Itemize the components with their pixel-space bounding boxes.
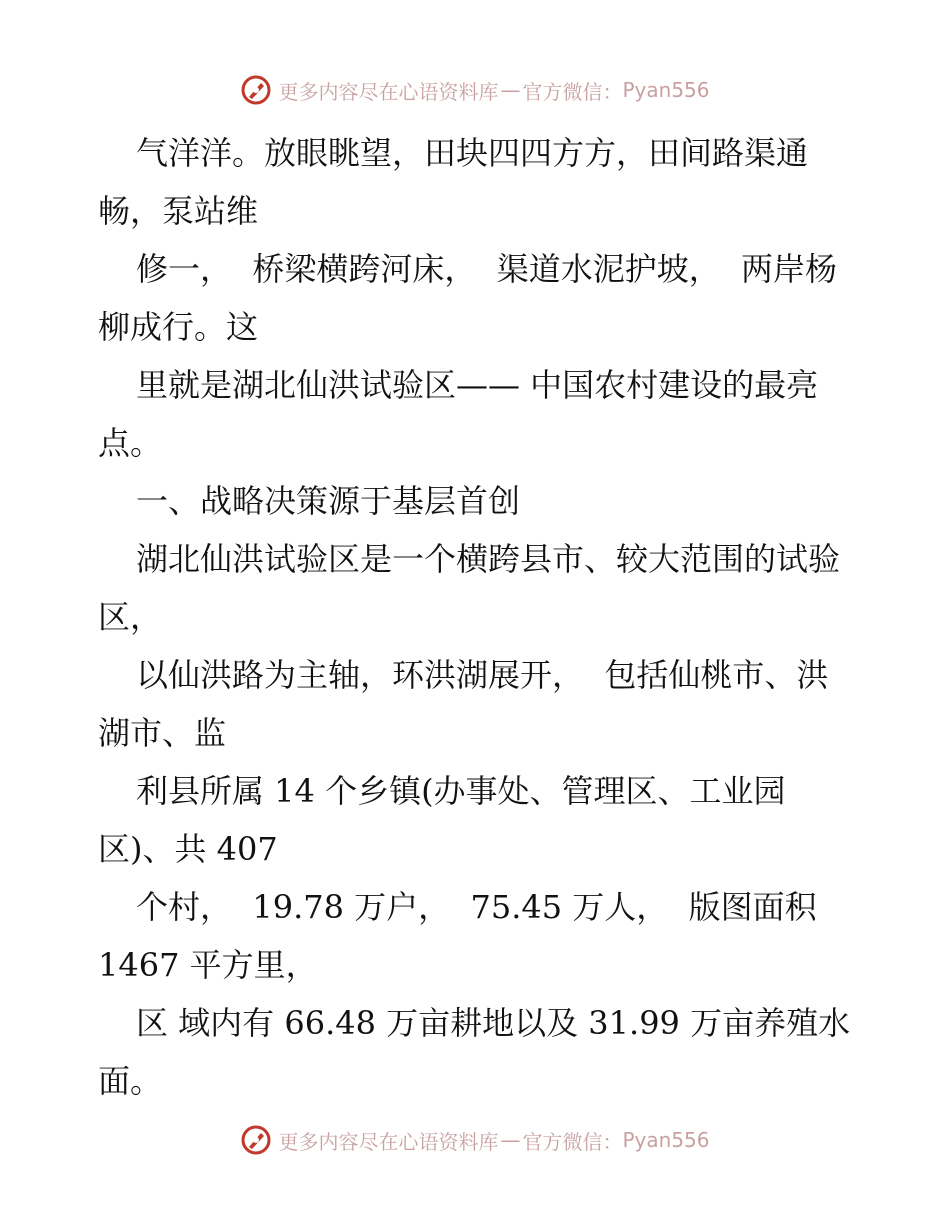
paragraph: 里就是湖北仙洪试验区—— 中国农村建设的最亮点。 xyxy=(98,366,819,462)
document-body xyxy=(98,124,858,1110)
watermark-wechat-label: 官方微信： xyxy=(522,1129,623,1154)
paragraph: 区 域内有 66.48 万亩耕地以及 31.99 万亩养殖水面。 xyxy=(98,1004,851,1100)
watermark-wechat-label: 官方微信： xyxy=(522,79,623,104)
paragraph: 利县所属 14 个乡镇(办事处、管理区、工业园区)、共 407 xyxy=(98,772,786,868)
pen-logo-icon xyxy=(240,74,272,106)
footer-watermark xyxy=(0,1120,950,1160)
watermark-wechat-id: Pyan556 xyxy=(622,78,710,102)
paragraph: 气洋洋。放眼眺望，田块四四方方，田间路渠通畅，泵站维 xyxy=(98,134,809,230)
watermark-separator: — xyxy=(500,78,521,102)
watermark-wechat-id: Pyan556 xyxy=(622,1128,710,1152)
pen-logo-icon xyxy=(240,1124,272,1156)
paragraph: 以仙洪路为主轴，环洪湖展开， 包括仙桃市、洪湖市、监 xyxy=(98,656,829,752)
paragraph: 湖北仙洪试验区是一个横跨县市、较大范围的试验区， xyxy=(98,540,841,636)
watermark-text: 更多内容尽在心语资料库 xyxy=(278,79,499,104)
watermark-text: 更多内容尽在心语资料库 xyxy=(278,1129,499,1154)
paragraph: 修一， 桥梁横跨河床， 渠道水泥护坡， 两岸杨柳成行。这 xyxy=(98,250,838,346)
section-heading: 一、战略决策源于基层首创 xyxy=(136,482,521,520)
header-watermark xyxy=(0,70,950,110)
watermark-separator: — xyxy=(500,1128,521,1152)
paragraph: 个村， 19.78 万户， 75.45 万人， 版图面积 1467 平方里， xyxy=(98,888,827,984)
